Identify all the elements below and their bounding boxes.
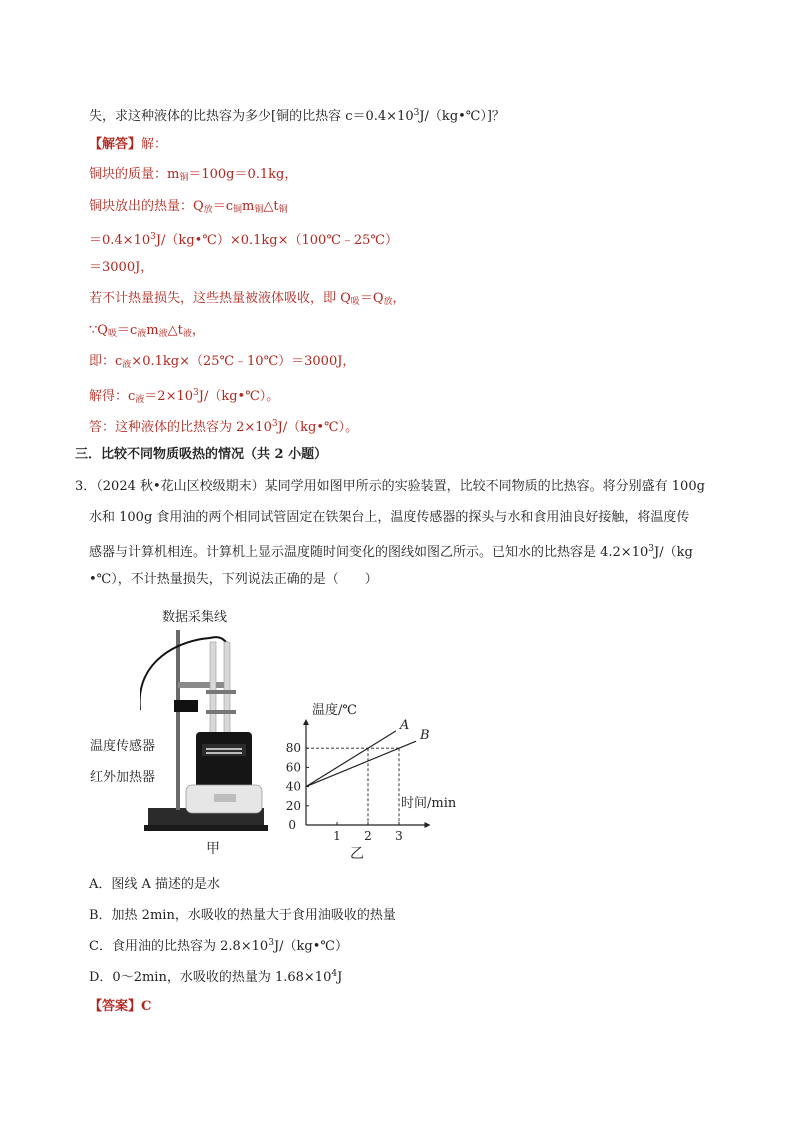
series-label-A: A (399, 717, 410, 733)
answer-tag: 【答案】 (89, 999, 142, 1014)
option-c: C．食用油的比热容为 $2.8\times 10^3J/(kg•℃)$ (89, 938, 348, 954)
apparatus-illustration (140, 620, 270, 835)
solution-line-2: 铜块放出的热量：$Q_放=c_铜m_铜\triangle t_铜$ (89, 199, 288, 215)
y-tick-label-80: 80 (285, 741, 301, 756)
y-axis-arrow (303, 719, 309, 725)
option-a: A．图线 A 描述的是水 (89, 877, 221, 892)
solution-line-7: 即：$c_液\times 0.1kg\times(25℃﹣10℃)=3000J$， (89, 354, 356, 370)
x-tick-label-1: 1 (333, 829, 341, 843)
solution-line-3: $=0.4\times 10^3J/(kg•℃)\times 0.1kg\times(100℃﹣25℃)$ (89, 232, 398, 248)
origin-label: 0 (288, 818, 296, 832)
question-text-1: 3．（2024 秋•花山区校级期末）某同学用如图甲所示的实验装置，比较不同物质的比热容。将分别盛有 100g (75, 479, 705, 494)
solution-line-4: ＝3000J， (89, 260, 154, 275)
caption-yi: 乙 (350, 846, 364, 862)
label-sensor: 温度传感器 (90, 739, 156, 754)
y-tick-label-20: 20 (285, 798, 301, 813)
solution-line-6: $\because Q_吸=c_液m_液\triangle t_液$， (89, 323, 205, 339)
solution-tag: 【解答】 (89, 137, 142, 152)
question-text-2: 水和 100g 食用油的两个相同试管固定在铁架台上，温度传感器的探头与水和食用油良好接触，将温度传 (89, 510, 690, 525)
cable-path (140, 638, 210, 710)
chart-layer (286, 702, 457, 843)
y-tick-label-40: 40 (285, 779, 301, 794)
solution-line-1: 铜块的质量：$m_铜=100g=0.1kg$， (89, 167, 298, 183)
label-heater: 红外加热器 (90, 770, 156, 785)
answer-line (89, 998, 151, 1016)
solution-line-9: 答：这种液体的比热容为 $2\times 10^3J/(kg•℃)$。 (89, 419, 359, 435)
x-tick-label-2: 2 (364, 829, 372, 843)
stand-rod (176, 630, 180, 810)
x-axis-label: 时间/min (401, 796, 457, 811)
series-label-B: B (420, 728, 430, 744)
temperature-chart (280, 696, 470, 861)
x-axis-arrow (425, 822, 431, 828)
y-tick-label-60: 60 (285, 760, 301, 775)
solution-intro: 失，求这种液体的比热容为多少[铜的比热容 $c=0.4\times 10^3J/(kg•℃)$]？ (89, 108, 505, 124)
x-tick-label-3: 3 (395, 829, 403, 843)
section-heading: 三．比较不同物质吸热的情况（共 2 小题） (75, 447, 328, 462)
solution-tag-line: 【解答】解： (89, 137, 168, 152)
option-b: B．加热 2min，水吸收的热量大于食用油吸收的热量 (89, 908, 396, 923)
caption-jia: 甲 (206, 841, 220, 857)
y-axis-label: 温度/℃ (312, 703, 357, 718)
heater-body (196, 732, 252, 792)
solution-line-5: 若不计热量损失，这些热量被液体吸收，即 $Q_吸=Q_放$， (89, 291, 406, 307)
answer-value: C (141, 999, 152, 1014)
question-text-4: •℃），不计热量损失，下列说法正确的是（ ） (89, 572, 378, 587)
label-cable: 数据采集线 (162, 610, 228, 625)
series-line-A (306, 731, 396, 787)
solution-line-8: 解得：$c_液=2\times 10^3J/(kg•℃)$。 (89, 388, 280, 405)
option-d: D．0～2min，水吸收的热量为 $1.68\times 10^4J$ (89, 969, 343, 985)
question-text-3: 感器与计算机相连。计算机上显示温度随时间变化的图线如图乙所示。已知水的比热容是 $4.2\times 10^3J/(kg$ (89, 544, 693, 560)
